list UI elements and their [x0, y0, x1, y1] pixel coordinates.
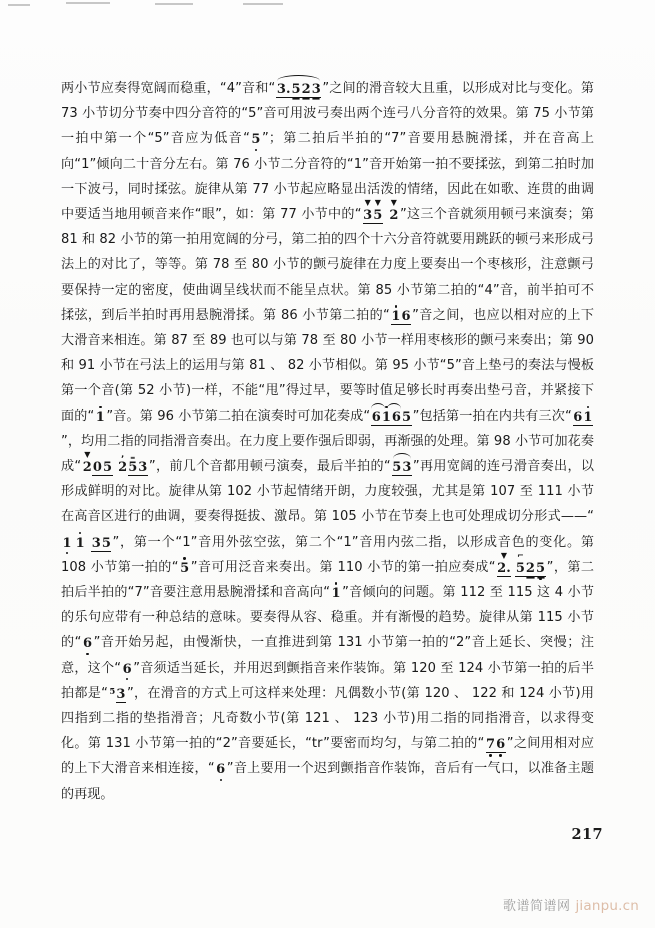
- text-run: ”音上要用一个迟到颤指音作装饰，音后有一气口，以准备主题的再现。: [61, 761, 595, 802]
- jianpu-53: 53: [392, 461, 412, 476]
- body-text-column: [61, 76, 594, 807]
- jianpu-low-6b: 6: [122, 661, 132, 677]
- text-run: ”包括第一拍在内共有三次“: [412, 408, 572, 424]
- text-run: ”音倾向的问题。第 112 至 115 这 4 小节的乐句应带有一种总结的意味。要奏得从容、稳重。并有渐慢的趋势。旋律从第 115 小节的“: [61, 585, 595, 651]
- text-run: ”，第二拍后半拍的“7”音要注意用悬腕滑揉和音高向“: [61, 559, 594, 601]
- jianpu-11-35: 1 1 35: [62, 535, 111, 551]
- scan-artifact-mark: [243, 3, 283, 5]
- text-run: ”音开始另起，由慢渐快，一直推进到第 131 小节第一拍的“2”音上延长、突慢；注意，这个“: [61, 635, 595, 676]
- watermark-url: jianpu.cn: [575, 898, 639, 914]
- scan-artifact-marks: [0, 0, 655, 10]
- text-run: 两小节应奏得宽阔而稳重，“4”音和“: [61, 81, 276, 96]
- text-run: ”音之间，也应以相对应的上下大滑音来相连。第 87 至 89 也可以与第 78 至 80 小节一样用枣核形的颤弓来奏出；第 90 和 91 小节在弓法上的运用与第 81 、 82 小节相似。第 95 小节“5”音上垫弓的奏法与慢板第一个音(第 52 小节)一样，不能“甩”得过早，要等时值足够长时再奏出垫弓音，并紧接下面的“: [61, 307, 595, 424]
- jianpu-2-05-2-53: ▼ 205 , 2 ‗ 53: [82, 450, 148, 476]
- scan-artifact-mark: [155, 3, 193, 5]
- jianpu-low-6c: 6: [216, 762, 226, 778]
- jianpu-high-1b: 1: [331, 586, 341, 602]
- text-run: ”再用宽阔的连弓滑音奏出，以形成鲜明的对比。旋律从第 102 小节起情绪开朗，力度较强，尤其是第 107 至 111 小节在高音区进行的曲调，要奏得挺拔、激昂。第 105 小节在节奏上也可处理成切分形式——“: [61, 459, 595, 525]
- text-run: ”之间用相对应的上下大滑音来相连接，“: [61, 736, 594, 777]
- text-run: ”，前几个音都用顿弓演奏，最后半拍的“: [148, 459, 391, 475]
- jianpu-6165: 6165: [371, 411, 411, 426]
- text-run: ”音可用泛音来奏出。第 110 小节的第一拍应奏成“: [190, 559, 496, 575]
- text-run: ”音。第 96 小节第二拍在演奏时可加花奏成“: [106, 408, 371, 424]
- jianpu-high-1: 1: [95, 409, 105, 425]
- jianpu-35-2: ▼ 3 ▼ 5 ▼ 2: [363, 198, 399, 224]
- jianpu-low-6: 6: [82, 636, 93, 652]
- scan-artifact-mark: [8, 4, 30, 6]
- jianpu-61: 61: [573, 409, 593, 425]
- jianpu-grace-5-3: 53: [109, 686, 126, 702]
- body-paragraph: [61, 76, 594, 807]
- watermark-site-name: 歌谱简谱网: [502, 899, 571, 914]
- jianpu-low-5: 5: [251, 132, 261, 148]
- text-run: ”；第二拍后半拍的“7”音要用悬腕滑揉，并在音高上向“1”倾向二十音分左右。第 76 小节二分音符的“1”音开始第一拍不要揉弦，到第二拍时加一下波弓，同时揉弦。旋律从第 77 小节起应略显出活泼的情绪，因此在如歌、连贯的曲调中要适当地用顿音来作“眼”，如：第 77 小节中的“: [61, 131, 594, 223]
- text-run: ”之间的滑音较大且重，以形成对比与变化。第 73 小节切分节奏中四分音符的“5”音可用波弓奏出两个连弓八分音符的效果。第 75 小节第一拍中第一个“5”音应为低音“: [61, 81, 594, 147]
- text-run: ”，均用二指的同指滑音奏出。在力度上要作强后即弱，再渐强的处理。第 98 小节可加花奏成“: [61, 433, 594, 475]
- jianpu-3-523: 3.523: [276, 83, 321, 98]
- jianpu-2-525: ▼ 2. ⌐ 525: [497, 550, 546, 576]
- page-number: 217: [571, 826, 603, 843]
- jianpu-1-6: 16: [391, 308, 411, 324]
- text-run: ”音须适当延长，并用迟到颤指音来作装饰。第 120 至 124 小节第一拍的后半拍都是“: [61, 660, 594, 701]
- jianpu-high-5: 5: [180, 560, 190, 576]
- site-watermark: [503, 895, 639, 914]
- text-run: ”，第一个“1”音用外弦空弦，第二个“1”音用内弦二指，以形成音色的变化。第 108 小节第一拍的“: [61, 534, 594, 575]
- text-run: ”这三个音就须用顿弓来演奏；第 81 和 82 小节的第一拍用宽阔的分弓，第二拍的四个十六分音符就要用跳跃的顿弓来形成弓法上的对比了，等等。第 78 至 80 小节的颤弓旋律在力度上要奏出一个枣核形，注意颤弓要保持一定的密度，使曲调呈线状而不能呈点状。第 85 小节第二拍的“4”音，前半拍可不揉弦，到后半拍时再用悬腕滑揉。第 86 小节第二拍的“: [61, 207, 594, 323]
- text-run: ”，在滑音的方式上可这样来处理：凡偶数小节(第 120 、 122 和 124 小节)用四指到二指的垫指滑音；凡奇数小节(第 121 、 123 小节)用二指的同指滑音，以求得变化。第 131 小节第一拍的“2”音要延长，“tr”要密而均匀，与第二拍的“: [61, 685, 594, 752]
- scan-artifact-mark: [66, 2, 110, 4]
- jianpu-7-6: 76: [486, 737, 506, 753]
